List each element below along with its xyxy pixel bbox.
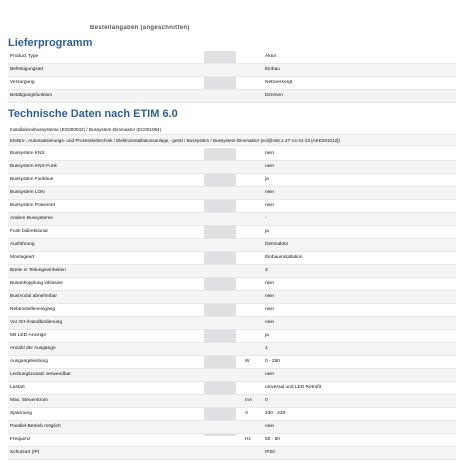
row-value: nein: [265, 164, 275, 169]
row-label: Product Type: [10, 54, 39, 59]
row-label: Busankopplung inklusive: [10, 281, 63, 286]
row-label: Bussystem Funkbus: [10, 177, 54, 182]
table-row: [8, 343, 456, 356]
etim-class-line-1: Installationsbussysteme (EG000032) / Bussystem-Dimmaktor (EC001094): [8, 124, 456, 135]
table-row: [8, 51, 456, 64]
row-value: 0: [265, 398, 268, 403]
table-row: [8, 447, 456, 460]
row-value: 0 - 250: [265, 359, 280, 364]
row-value: nein: [265, 294, 275, 299]
table-row: [8, 317, 456, 330]
row-unit: V: [245, 411, 249, 416]
row-value: Dimmaktor: [265, 242, 289, 247]
table-row: [8, 90, 456, 103]
row-label: Anzahl der Ausgänge: [10, 346, 56, 351]
row-label: Nebenstelleneingang: [10, 307, 56, 312]
row-value: 3: [265, 268, 268, 273]
etim-class-line-2: Elektro-, Automatisierungs- und Prozessleittechnik / Elektroinstallationsanlage, -gerät / Bussystem / Bussystem-Dimmaktor (ecl@ss8.1-27-14-31-23 [AKE291012]): [8, 135, 456, 146]
row-value: nein: [265, 190, 275, 195]
row-value: IP20: [265, 450, 275, 455]
row-value: nein: [265, 151, 275, 156]
row-value: nein: [265, 372, 275, 377]
row-value: nein: [265, 424, 275, 429]
row-value: Einbau: [265, 67, 280, 72]
table-row: [8, 395, 456, 408]
row-label: Versorgung: [10, 80, 35, 85]
row-label: Schutzart (IP): [10, 450, 40, 455]
row-unit: mA: [245, 398, 253, 403]
row-value: Aktor: [265, 54, 277, 59]
table-row: [8, 174, 456, 187]
table-row: [8, 382, 456, 395]
top-partial-text: Bestellangaben (angeschnitten): [90, 25, 190, 31]
table-row: [8, 239, 456, 252]
row-label: Breite in Teilungseinheiten: [10, 268, 66, 273]
row-unit: Hz: [245, 437, 251, 442]
row-label: Spannung: [10, 411, 32, 416]
table-row: [8, 408, 456, 421]
row-value: nein: [265, 203, 275, 208]
table-row: [8, 304, 456, 317]
row-label: Montageart: [10, 255, 35, 260]
row-label: Funk bidirektional: [10, 229, 48, 234]
table-row: [8, 356, 456, 369]
table-row: [8, 278, 456, 291]
table-row: [8, 369, 456, 382]
row-label: Mit LED-Anzeige: [10, 333, 46, 338]
row-label: Andere Bussysteme: [10, 216, 53, 221]
row-value: nein: [265, 307, 275, 312]
table-row: [8, 200, 456, 213]
row-value: ja: [265, 333, 269, 338]
row-label: Max. Steuerstrom: [10, 398, 48, 403]
row-label: Parallel-Betrieb möglich: [10, 424, 61, 429]
row-label: Bussystem KNX-Funk: [10, 164, 57, 169]
row-value: 230 - 230: [265, 411, 286, 416]
row-unit: W: [245, 359, 250, 364]
table-row: [8, 226, 456, 239]
row-value: Netzversorgt: [265, 80, 293, 85]
row-label: Bussystem Powernet: [10, 203, 56, 208]
row-value: ja: [265, 229, 269, 234]
row-label: Leistungszusatz verwendbar: [10, 372, 71, 377]
etim-title: Technische Daten nach ETIM 6.0: [8, 108, 178, 120]
table-row: [8, 77, 456, 90]
row-label: Busmodul abnehmbar: [10, 294, 57, 299]
row-value: 1: [265, 346, 268, 351]
row-label: Frequenz: [10, 437, 31, 442]
table-row: [8, 330, 456, 343]
row-label: Ausgangsleistung: [10, 359, 48, 364]
etim-table: [8, 148, 456, 460]
table-row: [8, 64, 456, 77]
row-value: Dimmen: [265, 93, 283, 98]
table-row: [8, 148, 456, 161]
row-label: Vor Ort-/Handbedienung: [10, 320, 62, 325]
row-value: universal und LED Retrofit: [265, 385, 321, 390]
row-label: Betätigungsfunktion: [10, 93, 53, 98]
table-row: [8, 187, 456, 200]
row-label: Lastart: [10, 385, 25, 390]
lieferprogramm-title: Lieferprogramm: [8, 37, 93, 49]
lieferprogramm-table: [8, 51, 456, 103]
table-row: [8, 252, 456, 265]
row-label: Befestigungsart: [10, 67, 44, 72]
row-value: ja: [265, 177, 269, 182]
row-label: Bussystem LON: [10, 190, 45, 195]
table-row: [8, 421, 456, 434]
table-row: [8, 161, 456, 174]
row-value: nein: [265, 320, 275, 325]
table-row: [8, 434, 456, 447]
row-label: Bussystem KNX: [10, 151, 45, 156]
row-label: Ausführung: [10, 242, 35, 247]
row-value: Einbauinstallation: [265, 255, 303, 260]
table-row: [8, 213, 456, 226]
table-row: [8, 265, 456, 278]
row-value: nein: [265, 281, 275, 286]
table-row: [8, 291, 456, 304]
row-value: 50 - 50: [265, 437, 280, 442]
row-value: -: [265, 216, 267, 221]
